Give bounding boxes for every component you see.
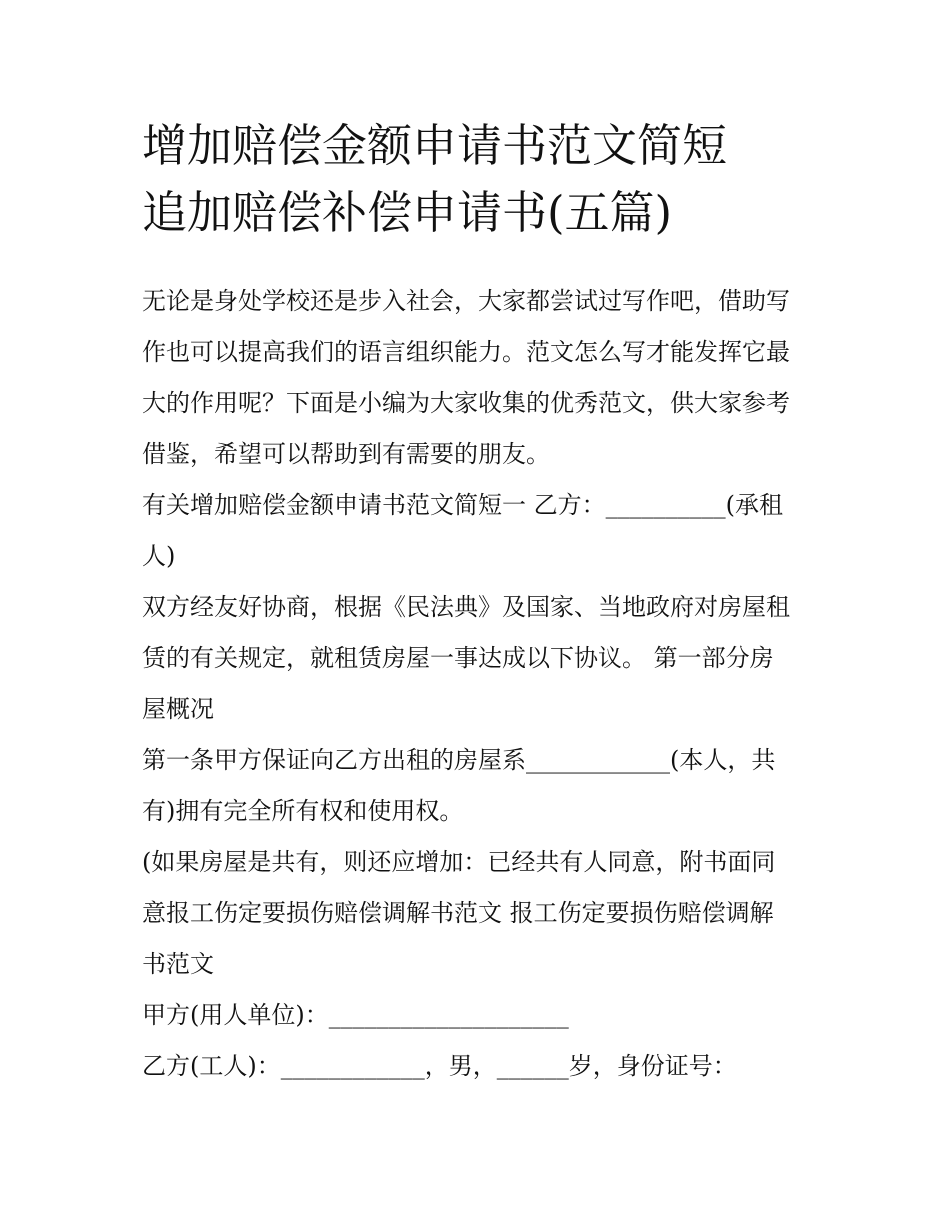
title-line: 增加赔偿金额申请书范文简短 [142,119,728,172]
text-line: 有)拥有完全所有权和使用权。 [142,797,464,825]
text-line: 借鉴，希望可以帮助到有需要的朋友。 [142,440,550,468]
shared-ownership-paragraph [142,837,818,990]
text-line: 双方经友好协商，根据《民法典》及国家、当地政府对房屋租 [142,593,790,621]
text-line: 人) [142,542,176,570]
text-line: 意报工伤定要损伤赔偿调解书范文 报工伤定要损伤赔偿调解 [142,899,774,927]
text-line: 乙方(工人)：____________，男，______岁，身份证号： [142,1052,737,1080]
agreement-paragraph [142,582,818,735]
article-one-paragraph [142,735,818,837]
text-line: 有关增加赔偿金额申请书范文简短一 乙方：__________(承租 [142,491,783,519]
intro-paragraph [142,276,818,480]
title-line: 追加赔偿补偿申请书(五篇) [142,186,673,239]
party-b-paragraph [142,1041,818,1092]
text-line: 第一条甲方保证向乙方出租的房屋系____________(本人，共 [142,746,776,774]
document-body [142,276,818,1092]
text-line: 屋概况 [142,695,214,723]
text-line: 无论是身处学校还是步入社会，大家都尝试过写作吧，借助写 [142,287,790,315]
text-line: 甲方(用人单位)：____________________ [142,1001,569,1029]
text-line: 作也可以提高我们的语言组织能力。范文怎么写才能发挥它最 [142,338,790,366]
party-a-paragraph [142,990,818,1041]
text-line: 书范文 [142,950,214,978]
text-line: 赁的有关规定，就租赁房屋一事达成以下协议。 第一部分房 [142,644,774,672]
text-line: (如果房屋是共有，则还应增加：已经共有人同意，附书面同 [142,848,776,876]
section-heading-paragraph [142,480,818,582]
document-title [142,112,822,246]
text-line: 大的作用呢？下面是小编为大家收集的优秀范文，供大家参考 [142,389,790,417]
